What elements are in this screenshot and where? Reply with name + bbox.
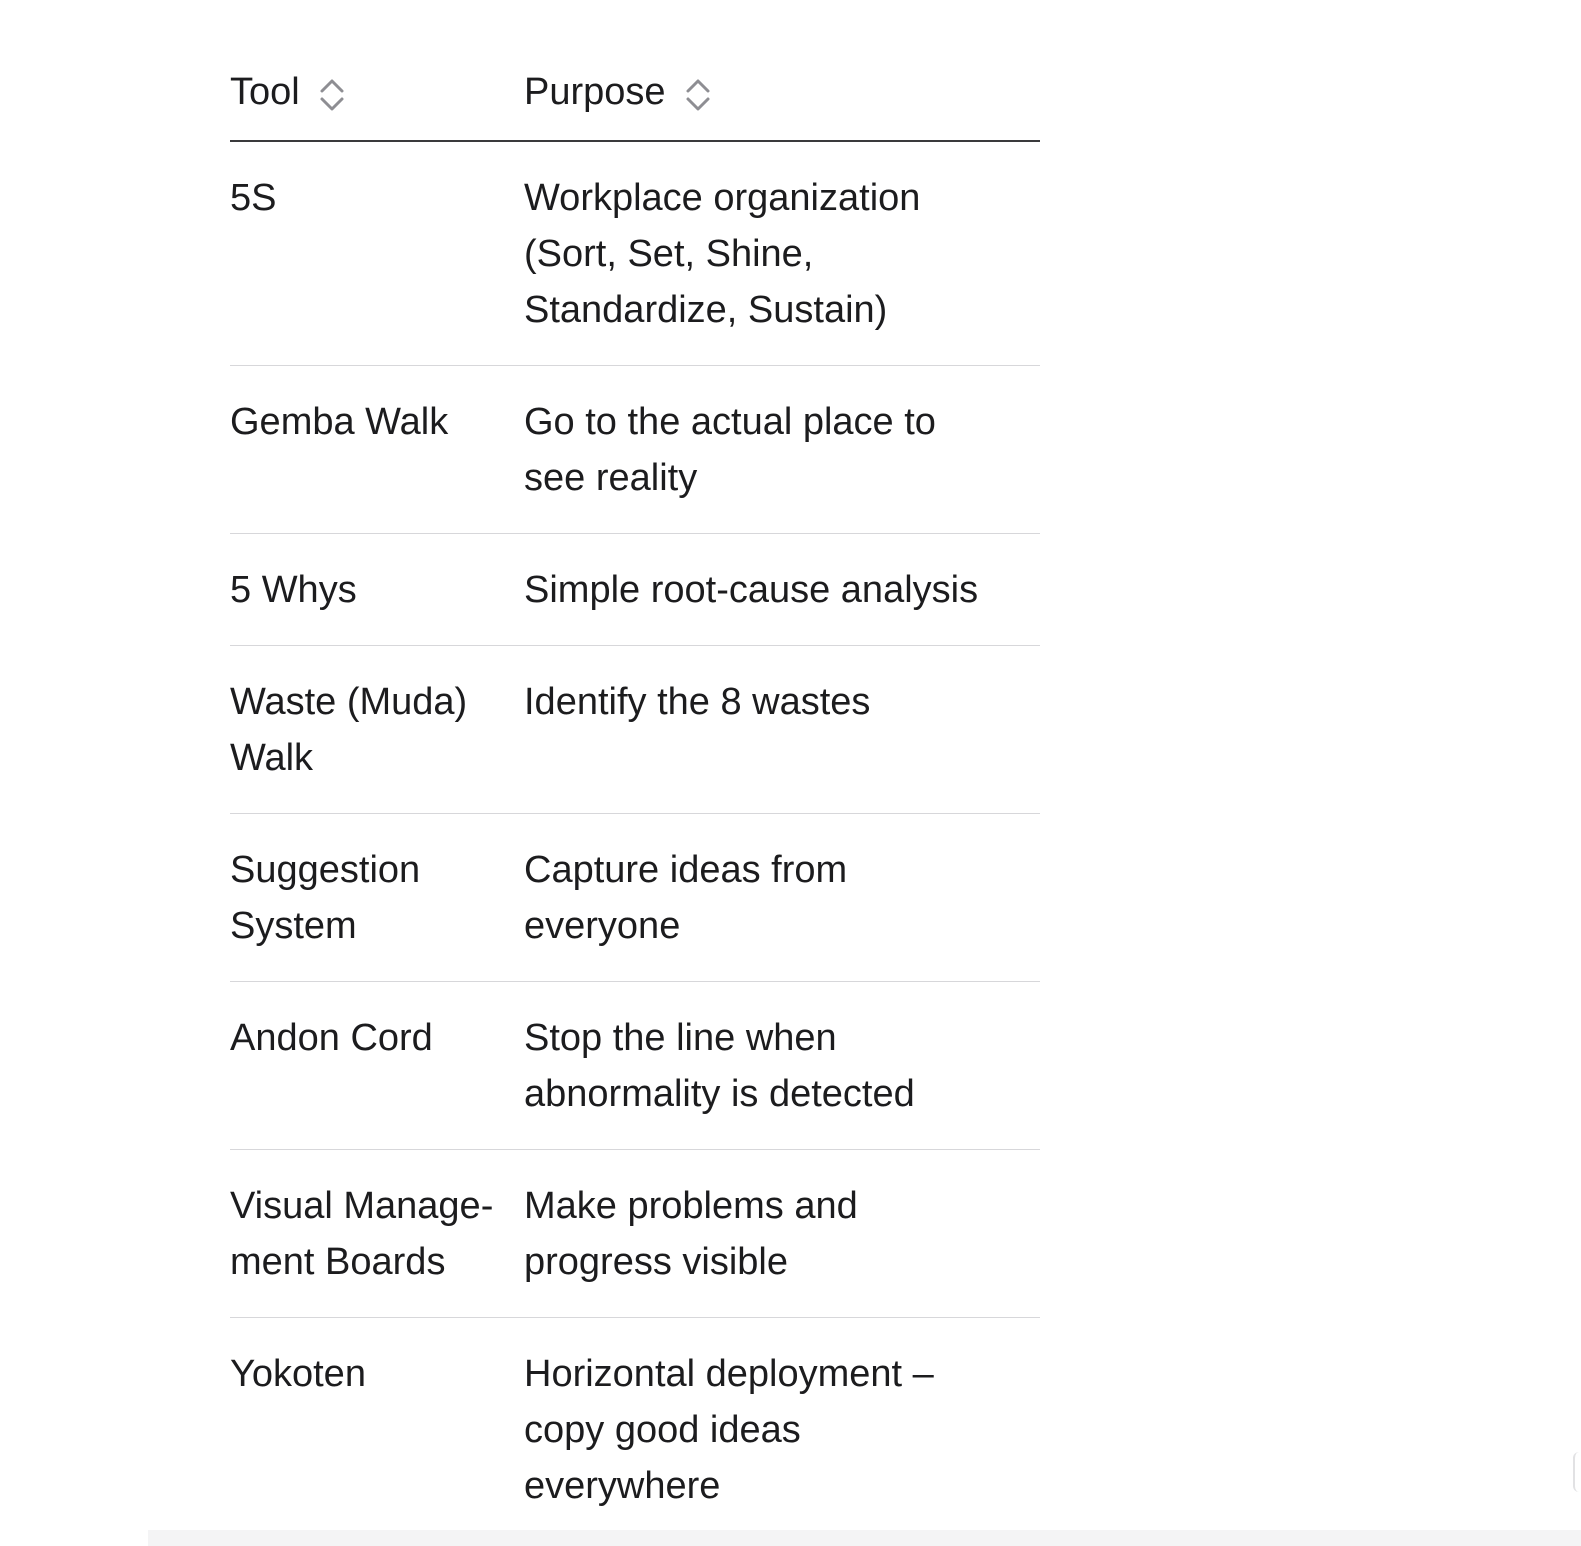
cell-purpose: Go to the actual place to see reality — [524, 366, 1040, 534]
cell-purpose: Identify the 8 wastes — [524, 646, 1040, 814]
table-row — [230, 1150, 1040, 1318]
cell-tool: Waste (Muda) Walk — [230, 646, 524, 814]
cell-purpose: Make problems and progress visible — [524, 1150, 1040, 1318]
table-header — [230, 56, 1040, 141]
table-row — [230, 366, 1040, 534]
cell-tool: 5 Whys — [230, 534, 524, 646]
cell-tool: 5S — [230, 141, 524, 366]
table-row — [230, 646, 1040, 814]
cell-tool: Gemba Walk — [230, 366, 524, 534]
table-row — [230, 1318, 1040, 1542]
cell-purpose: Stop the line when abnormality is detected — [524, 982, 1040, 1150]
table-row — [230, 534, 1040, 646]
column-header-tool-label: Tool — [230, 71, 300, 113]
bottom-edge-shade — [148, 1530, 1581, 1546]
table-row — [230, 814, 1040, 982]
column-header-purpose[interactable] — [524, 56, 1040, 141]
sort-updown-icon[interactable] — [684, 75, 712, 115]
sort-by-purpose-button[interactable] — [524, 64, 712, 120]
column-header-purpose-label: Purpose — [524, 71, 666, 113]
cell-purpose: Horizontal deployment – copy good ideas everywhere — [524, 1353, 934, 1507]
header-row — [230, 56, 1040, 141]
cell-tool: Suggestion System — [230, 814, 524, 982]
table-body — [230, 141, 1040, 1541]
tools-table — [230, 56, 1040, 1541]
cell-purpose: Simple root-cause analysis — [524, 534, 1040, 646]
scroll-edge-indicator — [1573, 1452, 1581, 1492]
cell-tool: Yokoten — [230, 1353, 366, 1395]
table-row — [230, 982, 1040, 1150]
table-row — [230, 141, 1040, 366]
cell-purpose: Workplace organization (Sort, Set, Shine, Standardize, Sustain) — [524, 141, 1040, 366]
data-table-container — [230, 56, 1040, 1541]
sort-updown-icon[interactable] — [318, 75, 346, 115]
cell-tool: Visual Management Boards — [230, 1150, 524, 1318]
cell-purpose: Capture ideas from everyone — [524, 814, 1040, 982]
cell-tool: Andon Cord — [230, 982, 524, 1150]
sort-by-tool-button[interactable] — [230, 64, 346, 120]
column-header-tool[interactable] — [230, 56, 524, 141]
